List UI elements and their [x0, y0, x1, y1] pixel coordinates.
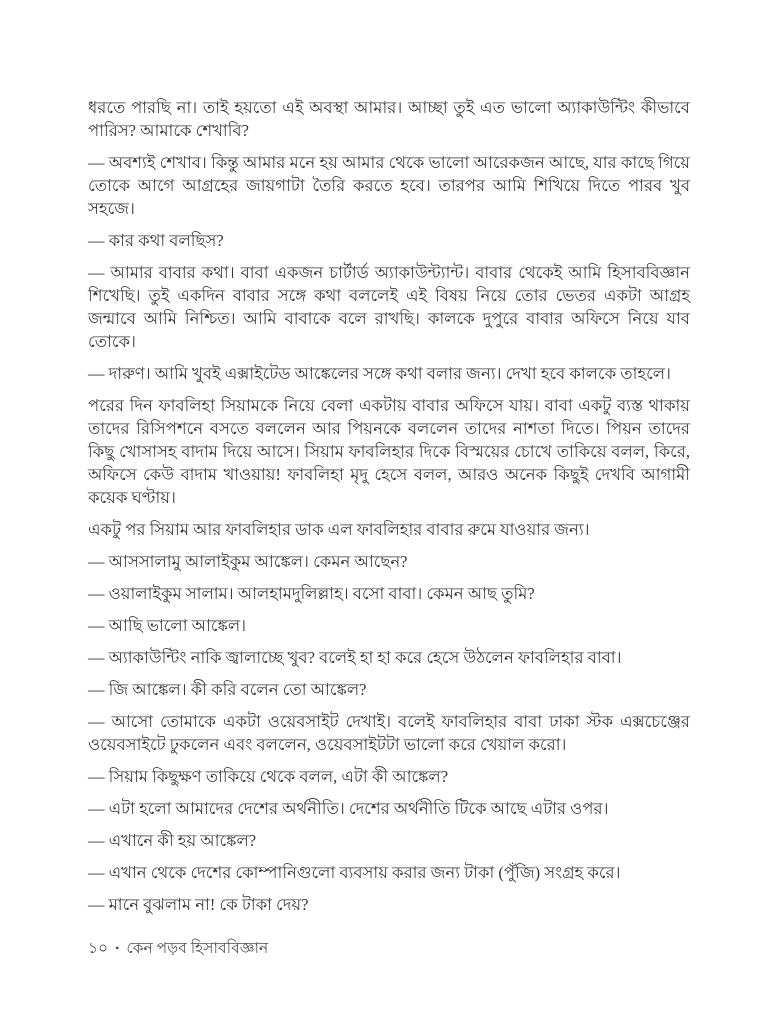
paragraph: — জি আঙ্কেল। কী করি বলেন তো আঙ্কেল?: [88, 680, 367, 699]
footer-bullet-icon: •: [115, 941, 120, 955]
page-body: [88, 96, 690, 925]
paragraph: — এখান থেকে দেশের কোম্পানিগুলো ব্যবসায় করার জন্য টাকা (পুঁজি) সংগ্রহ করে।: [88, 863, 621, 882]
paragraph: একটু পর সিয়াম আর ফাবলিহার ডাক এল ফাবলিহার বাবার রুমে যাওয়ার জন্য।: [88, 520, 590, 539]
paragraph: ধরতে পারছি না। তাই হয়তো এই অবস্থা আমার। আচ্ছা তুই এত ভালো অ্যাকাউন্টিং কীভাবে পারিস? আমাকে শেখাবি?: [88, 98, 690, 140]
paragraph: — এটা হলো আমাদের দেশের অর্থনীতি। দেশের অর্থনীতি টিকে আছে এটার ওপর।: [88, 799, 609, 818]
page-number: ১০: [88, 940, 109, 957]
paragraph: — ওয়ালাইকুম সালাম। আলহামদুলিল্লাহ। বসো বাবা। কেমন আছ তুমি?: [88, 584, 535, 603]
paragraph: — আসসালামু আলাইকুম আঙ্কেল। কেমন আছেন?: [88, 552, 408, 571]
paragraph: — আমার বাবার কথা। বাবা একজন চার্টার্ড অ্যাকাউন্ট্যান্ট। বাবার থেকেই আমি হিসাববিজ্ঞান শিখেছি। তুই একদিন বাবার সঙ্গে কথা বললেই এই বিষয় নিয়ে তোর ভেতর একটা আগ্রহ জন্মাবে আমি নিশ্চিত। আমি বাবাকে বলে রাখছি। কালকে দুপুরে বাবার অফিসে নিয়ে যাব তোকে।: [88, 263, 690, 351]
paragraph: — মানে বুঝলাম না! কে টাকা দেয়?: [88, 895, 309, 914]
paragraph: — সিয়াম কিছুক্ষণ তাকিয়ে থেকে বলল, এটা কী আঙ্কেল?: [88, 767, 449, 786]
paragraph: — আসো তোমাকে একটা ওয়েবসাইট দেখাই। বলেই ফাবলিহার বাবা ঢাকা স্টক এক্সচেঞ্জের ওয়েবসাইটে ঢুকলেন এবং বললেন, ওয়েবসাইটটা ভালো করে খেয়াল করো।: [88, 712, 690, 754]
paragraph: — অ্যাকাউন্টিং নাকি জ্বালাচ্ছে খুব? বলেই হা হা করে হেসে উঠলেন ফাবলিহার বাবা।: [88, 648, 622, 667]
paragraph: — অবশ্যই শেখাব। কিন্তু আমার মনে হয় আমার থেকে ভালো আরেকজন আছে, যার কাছে গিয়ে তোকে আগে আগ্রহের জায়গাটা তৈরি করতে হবে। তারপর আমি শিখিয়ে দিতে পারব খুব সহজে।: [88, 153, 690, 218]
page-footer: [88, 938, 268, 959]
paragraph: পরের দিন ফাবলিহা সিয়ামকে নিয়ে বেলা একটায় বাবার অফিসে যায়। বাবা একটু ব্যস্ত থাকায় তাদের রিসিপশনে বসতে বললেন আর পিয়নকে বললেন তাদের নাশতা দিতে। পিয়ন তাদের কিছু খোসাসহ বাদাম দিয়ে আসে। সিয়াম ফাবলিহার দিকে বিস্ময়ের চোখে তাকিয়ে বলল, কিরে, অফিসে কেউ বাদাম খাওয়ায়! ফাবলিহা মৃদু হেসে বলল, আরও অনেক কিছুই দেখবি আগামী কয়েক ঘণ্টায়।: [88, 396, 690, 507]
paragraph: — দারুণ। আমি খুবই এক্সাইটেড আঙ্কেলের সঙ্গে কথা বলার জন্য। দেখা হবে কালকে তাহলে।: [88, 364, 671, 383]
paragraph: — কার কথা বলছিস?: [88, 231, 224, 250]
paragraph: — এখানে কী হয় আঙ্কেল?: [88, 831, 257, 850]
paragraph: — আছি ভালো আঙ্কেল।: [88, 616, 247, 635]
book-title: কেন পড়ব হিসাববিজ্ঞান: [126, 940, 269, 957]
